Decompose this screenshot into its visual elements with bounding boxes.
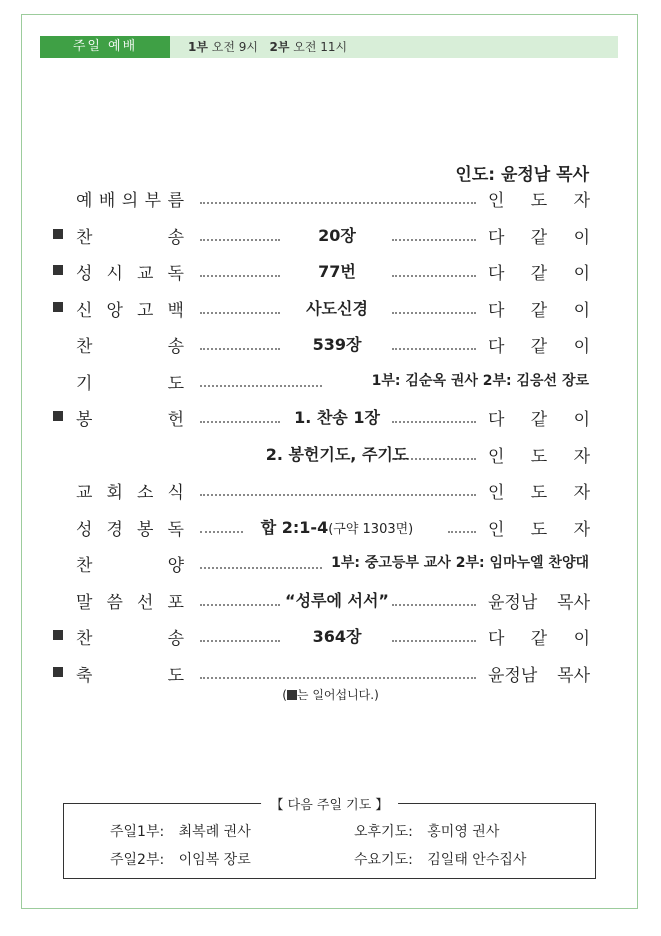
order-row xyxy=(0,657,661,687)
leader-dots xyxy=(392,221,476,241)
standing-square-icon xyxy=(53,302,63,312)
next-prayer-name: 최복례 권사 xyxy=(178,824,251,840)
order-content: 사도신경 xyxy=(306,298,368,318)
leader-dots xyxy=(200,476,476,496)
service-title: 주일 예배 xyxy=(40,36,170,58)
next-prayer-entry xyxy=(354,849,526,869)
leader-dots xyxy=(392,294,476,314)
order-row xyxy=(0,620,661,650)
order-content: 1. 찬송 1장 xyxy=(294,408,380,427)
order-label: 성 시 교 독 xyxy=(76,264,184,284)
service-times xyxy=(188,36,347,58)
order-label: 기 도 xyxy=(76,373,184,394)
order-label: 축 도 xyxy=(76,665,184,686)
order-row xyxy=(0,474,661,504)
leader-dots xyxy=(448,513,476,533)
service2-time: 오전 11시 xyxy=(293,40,348,54)
order-role: 다 같 이 xyxy=(488,410,590,430)
standing-square-icon xyxy=(53,630,63,640)
next-prayer-name: 홍미영 권사 xyxy=(427,824,500,840)
order-row xyxy=(0,511,661,541)
leader-dots xyxy=(200,257,280,277)
next-prayer-label: 주일2부: xyxy=(110,852,165,868)
participant-text: 1부: 김순옥 권사 2부: 김응선 장로 xyxy=(371,372,589,389)
next-prayer-label: 수요기도: xyxy=(354,852,413,868)
order-row xyxy=(0,292,661,322)
standing-square-icon xyxy=(287,690,297,700)
order-label: 찬 송 xyxy=(76,629,184,649)
leader-dots xyxy=(200,184,476,204)
order-role: 인 도 자 xyxy=(488,191,590,211)
order-content: 77번 xyxy=(318,262,356,281)
next-prayer-box xyxy=(63,798,596,879)
order-label: 교 회 소 식 xyxy=(76,483,184,503)
service1-label: 1부 xyxy=(188,40,208,54)
leader-line: 인도: 윤정남 목사 xyxy=(455,165,589,185)
leader-dots xyxy=(200,221,280,241)
order-content: “성루에 서서” xyxy=(285,590,389,610)
leader-dots xyxy=(200,549,322,569)
standing-square-icon xyxy=(53,667,63,677)
order-row xyxy=(0,584,661,614)
leader-dots xyxy=(392,257,476,277)
next-prayer-label: 오후기도: xyxy=(354,824,413,840)
order-content: 20장 xyxy=(318,225,356,245)
order-content: 2. 봉헌기도, 주기도 xyxy=(265,444,409,464)
leader-dots xyxy=(200,294,280,314)
next-prayer-entry xyxy=(110,821,251,841)
order-row xyxy=(0,547,661,577)
order-label: 신 앙 고 백 xyxy=(76,300,184,321)
standing-note-text: 는 일어섭니다. xyxy=(296,688,375,702)
next-prayer-label: 주일1부: xyxy=(110,824,165,840)
order-role: 인 도 자 xyxy=(488,519,590,540)
order-label: 찬 양 xyxy=(76,556,184,576)
order-row xyxy=(0,401,661,431)
order-label: 찬 송 xyxy=(76,227,184,248)
next-prayer-name: 이임복 장로 xyxy=(178,852,251,868)
standing-square-icon xyxy=(53,265,63,275)
next-prayer-entry xyxy=(110,849,251,869)
order-row xyxy=(0,365,661,395)
order-row xyxy=(0,182,661,212)
order-role: 인 도 자 xyxy=(488,483,590,503)
next-prayer-name: 김일태 안수집사 xyxy=(427,852,527,868)
order-label: 예 배 의 부 름 xyxy=(76,191,184,211)
leader-dots xyxy=(200,330,280,350)
order-role: 다 같 이 xyxy=(488,227,590,248)
leader-dots xyxy=(200,586,280,606)
leader-dots xyxy=(392,330,476,350)
leader-dots xyxy=(200,403,280,423)
order-content: 539장 xyxy=(312,335,362,354)
leader-dots xyxy=(392,403,476,423)
leader-dots xyxy=(392,622,476,642)
order-row xyxy=(0,328,661,358)
order-content: 합 2:1-4(구약 1303면) xyxy=(260,517,414,537)
order-role: 다 같 이 xyxy=(488,264,590,284)
order-label: 찬 송 xyxy=(76,337,184,357)
participant-text: 1부: 중고등부 교사 2부: 임마누엘 찬양대 xyxy=(331,555,589,571)
next-prayer-entry xyxy=(354,821,499,841)
order-role: 윤정남 목사 xyxy=(488,665,590,686)
order-content: 364장 xyxy=(312,627,362,646)
order-role: 인 도 자 xyxy=(488,446,590,467)
order-row xyxy=(0,255,661,285)
standing-square-icon xyxy=(53,229,63,239)
order-label: 봉 헌 xyxy=(76,410,184,430)
next-prayer-title: 【 다음 주일 기도 】 xyxy=(261,794,399,813)
order-content-note: (구약 1303면) xyxy=(328,521,414,537)
order-role: 다 같 이 xyxy=(488,629,590,649)
service1-time: 오전 9시 xyxy=(211,40,259,54)
order-label: 성 경 봉 독 xyxy=(76,519,184,540)
order-role: 다 같 이 xyxy=(488,337,590,357)
order-row xyxy=(0,219,661,249)
standing-square-icon xyxy=(53,411,63,421)
leader-dots xyxy=(392,586,476,606)
order-role: 다 같 이 xyxy=(488,300,590,321)
standing-note: ( 는 일어섭니다.) xyxy=(282,688,379,702)
leader-dots xyxy=(200,622,280,642)
order-role: 윤정남 목사 xyxy=(488,592,590,613)
service2-label: 2부 xyxy=(269,40,290,54)
leader-dots xyxy=(200,513,243,533)
order-row xyxy=(0,438,661,468)
leader-dots xyxy=(200,367,322,387)
leader-dots xyxy=(200,659,476,679)
order-label: 말 씀 선 포 xyxy=(76,592,184,613)
